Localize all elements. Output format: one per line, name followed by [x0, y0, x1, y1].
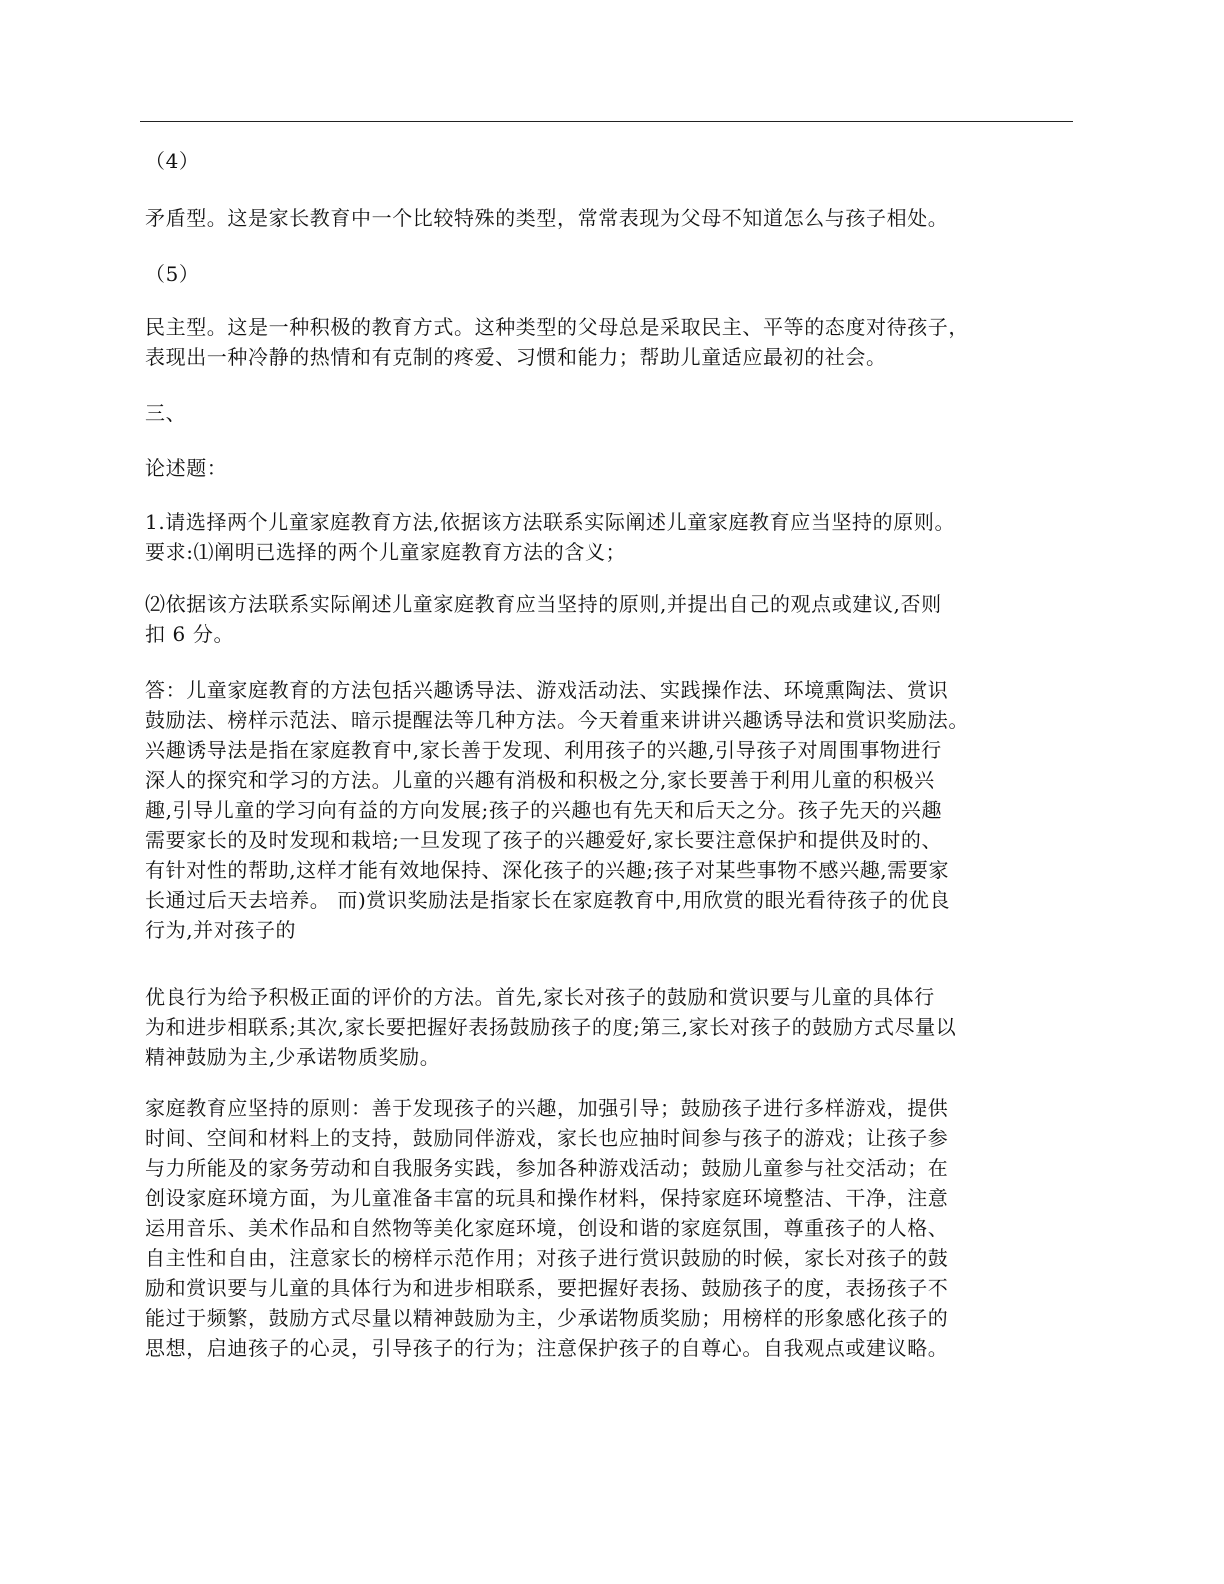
section-title-text: 论述题：	[145, 456, 228, 480]
paragraph-line: 思想，启迪孩子的心灵，引导孩子的行为；注意保护孩子的自尊心。自我观点或建议略。	[145, 1336, 949, 1360]
paragraph-line: 优良行为给予积极正面的评价的方法。首先,家长对孩子的鼓励和赏识要与儿童的具体行	[145, 985, 935, 1009]
paragraph-line: 时间、空间和材料上的支持，鼓励同伴游戏，家长也应抽时间参与孩子的游戏；让孩子参	[145, 1126, 949, 1150]
paragraph-line: ⑵依据该方法联系实际阐述儿童家庭教育应当坚持的原则,并提出自己的观点或建议,否则	[145, 592, 942, 616]
paragraph-line: 自主性和自由，注意家长的榜样示范作用；对孩子进行赏识鼓励的时候，家长对孩子的鼓	[145, 1246, 949, 1270]
paragraph-line: 趣,引导儿童的学习向有益的方向发展;孩子的兴趣也有先天和后天之分。孩子先天的兴趣	[145, 798, 943, 822]
section-number-text: 三、	[145, 401, 187, 425]
paragraph-line: 创设家庭环境方面，为儿童准备丰富的玩具和操作材料，保持家庭环境整洁、干净，注意	[145, 1186, 949, 1210]
paragraph-line: 扣 6 分。	[145, 622, 235, 646]
paragraph-line: 鼓励法、榜样示范法、暗示提醒法等几种方法。今天着重来讲讲兴趣诱导法和赏识奖励法。	[145, 708, 969, 732]
item-marker-4-text: （4）	[145, 149, 200, 173]
paragraph-line: 民主型。这是一种积极的教育方式。这种类型的父母总是采取民主、平等的态度对待孩子，	[145, 315, 969, 339]
item-marker-4	[145, 146, 1080, 176]
paragraph-line: 与力所能及的家务劳动和自我服务实践，参加各种游戏活动；鼓励儿童参与社交活动；在	[145, 1156, 949, 1180]
paragraph-line: 行为,并对孩子的	[145, 918, 297, 942]
paragraph-line: 励和赏识要与儿童的具体行为和进步相联系，要把握好表扬、鼓励孩子的度，表扬孩子不	[145, 1276, 949, 1300]
header-rule	[140, 121, 1073, 122]
paragraph-line: 要求:⑴阐明已选择的两个儿童家庭教育方法的含义；	[145, 540, 627, 564]
section-title	[145, 453, 1080, 483]
answer-paragraph	[145, 675, 1080, 945]
paragraph-line: 有针对性的帮助,这样才能有效地保持、深化孩子的兴趣;孩子对某些事物不感兴趣,需要家	[145, 858, 950, 882]
section-number	[145, 398, 1080, 428]
paragraph-contradictory-type	[145, 203, 1080, 233]
paragraph-line: 1.请选择两个儿童家庭教育方法,依据该方法联系实际阐述儿童家庭教育应当坚持的原则。	[145, 510, 956, 534]
paragraph-line: 表现出一种冷静的热情和有克制的疼爱、习惯和能力；帮助儿童适应最初的社会。	[145, 345, 887, 369]
paragraph-democratic-type	[145, 312, 1080, 372]
requirement-2-paragraph	[145, 589, 1080, 649]
paragraph-line: 精神鼓励为主,少承诺物质奖励。	[145, 1045, 441, 1069]
question-paragraph	[145, 507, 1080, 567]
paragraph-line: 矛盾型。这是家长教育中一个比较特殊的类型，常常表现为父母不知道怎么与孩子相处。	[145, 206, 949, 230]
paragraph-line: 兴趣诱导法是指在家庭教育中,家长善于发现、利用孩子的兴趣,引导孩子对周围事物进行	[145, 738, 942, 762]
paragraph-line: 深人的探究和学习的方法。儿童的兴趣有消极和积极之分,家长要善于利用儿童的积极兴	[145, 768, 935, 792]
paragraph-line: 为和进步相联系;其次,家长要把握好表扬鼓励孩子的度;第三,家长对孩子的鼓励方式尽量以	[145, 1015, 957, 1039]
item-marker-5	[145, 259, 1080, 289]
paragraph-line: 需要家长的及时发现和栽培;一旦发现了孩子的兴趣爱好,家长要注意保护和提供及时的、	[145, 828, 943, 852]
paragraph-line: 家庭教育应坚持的原则：善于发现孩子的兴趣，加强引导；鼓励孩子进行多样游戏，提供	[145, 1096, 949, 1120]
item-marker-5-text: （5）	[145, 262, 200, 286]
answer-continuation-paragraph	[145, 982, 1080, 1072]
paragraph-line: 能过于频繁，鼓励方式尽量以精神鼓励为主，少承诺物质奖励；用榜样的形象感化孩子的	[145, 1306, 949, 1330]
principles-paragraph	[145, 1093, 1080, 1363]
paragraph-line: 长通过后天去培养。 而)赏识奖励法是指家长在家庭教育中,用欣赏的眼光看待孩子的优良	[145, 888, 951, 912]
paragraph-line: 答：儿童家庭教育的方法包括兴趣诱导法、游戏活动法、实践操作法、环境熏陶法、赏识	[145, 678, 949, 702]
paragraph-line: 运用音乐、美术作品和自然物等美化家庭环境，创设和谐的家庭氛围，尊重孩子的人格、	[145, 1216, 949, 1240]
